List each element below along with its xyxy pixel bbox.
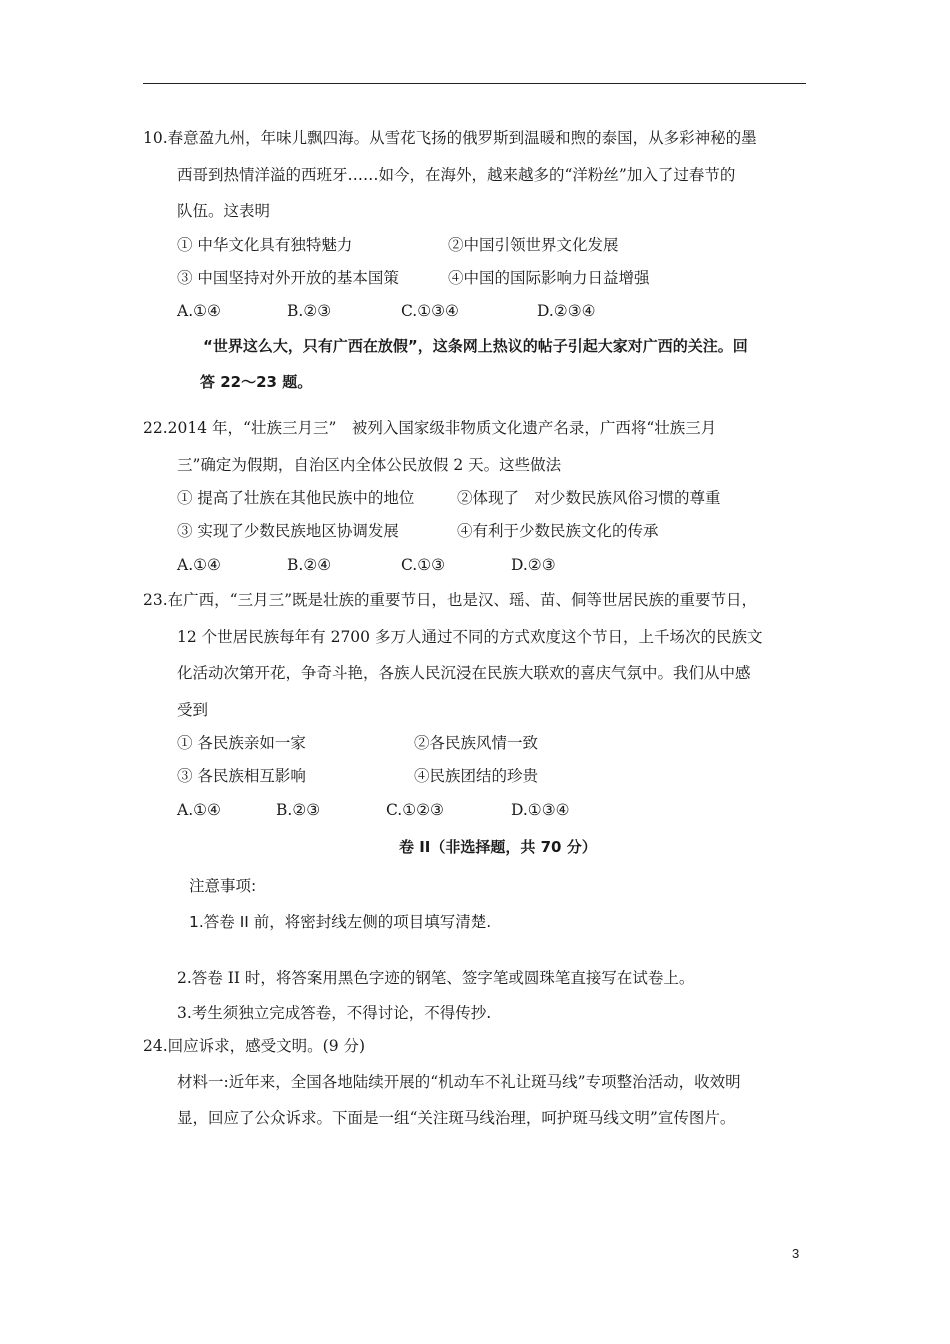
question-stem-line: 22.2014 年，“壮族三月三” 被列入国家级非物质文化遗产名录，广西将“壮族三月 (143, 419, 717, 437)
question-stem-line: 队伍。这表明 (177, 202, 271, 220)
note-item: 2.答卷 II 时，将答案用黑色字迹的钢笔、签字笔或圆珠笔直接写在试卷上。 (177, 969, 695, 987)
answer-choice: D.②③ (511, 556, 556, 574)
note-item: 1.答卷 II 前，将密封线左侧的项目填写清楚. (189, 913, 492, 931)
statement-item: ④民族团结的珍贵 (414, 767, 539, 785)
answer-choice: B.②③ (276, 801, 321, 819)
note-item: 3.考生须独立完成答卷，不得讨论，不得传抄. (177, 1004, 492, 1022)
statement-item: ②各民族风情一致 (414, 734, 539, 752)
section-title: 卷 II（非选择题，共 70 分） (399, 838, 597, 856)
page-number: 3 (792, 1246, 800, 1261)
intro-line: 答 22～23 题。 (200, 373, 313, 391)
answer-choice: D.②③④ (537, 302, 596, 320)
statement-item: ③ 各民族相互影响 (177, 767, 306, 785)
question-stem-line: 材料一:近年来，全国各地陆续开展的“机动车不礼让斑马线”专项整治活动，收效明 (177, 1073, 741, 1091)
question-stem-line: 化活动次第开花，争奇斗艳，各族人民沉浸在民族大联欢的喜庆气氛中。我们从中感 (177, 664, 751, 682)
question-stem-line: 12 个世居民族每年有 2700 多万人通过不同的方式欢度这个节日，上千场次的民族文 (177, 628, 763, 646)
question-stem-line: 24.回应诉求，感受文明。(9 分) (143, 1037, 366, 1055)
answer-choice: A.①④ (177, 556, 221, 574)
answer-choice: C.①②③ (386, 801, 444, 819)
answer-choice: B.②③ (287, 302, 332, 320)
answer-choice: C.①③④ (401, 302, 459, 320)
question-stem-line: 三”确定为假期，自治区内全体公民放假 2 天。这些做法 (177, 456, 562, 474)
question-stem-line: 23.在广西，“三月三”既是壮族的重要节日，也是汉、瑶、苗、侗等世居民族的重要节日， (143, 591, 758, 609)
statement-item: ① 中华文化具有独特魅力 (177, 236, 353, 254)
statement-item: ① 提高了壮族在其他民族中的地位 (177, 489, 415, 507)
answer-choice: A.①④ (177, 302, 221, 320)
answer-choice: C.①③ (401, 556, 446, 574)
statement-item: ②体现了 对少数民族风俗习惯的尊重 (457, 489, 721, 507)
statement-item: ③ 实现了少数民族地区协调发展 (177, 522, 399, 540)
statement-item: ④中国的国际影响力日益增强 (448, 269, 650, 287)
statement-item: ②中国引领世界文化发展 (448, 236, 619, 254)
statement-item: ③ 中国坚持对外开放的基本国策 (177, 269, 399, 287)
header-rule (143, 83, 806, 84)
statement-item: ① 各民族亲如一家 (177, 734, 306, 752)
intro-line: “世界这么大，只有广西在放假”，这条网上热议的帖子引起大家对广西的关注。回 (203, 337, 748, 355)
question-stem-line: 显，回应了公众诉求。下面是一组“关注斑马线治理，呵护斑马线文明”宣传图片。 (177, 1109, 736, 1127)
statement-item: ④有利于少数民族文化的传承 (457, 522, 659, 540)
question-stem-line: 受到 (177, 701, 209, 719)
question-stem-line: 10.春意盈九州，年味儿飘四海。从雪花飞扬的俄罗斯到温暖和煦的泰国，从多彩神秘的墨 (143, 129, 757, 147)
answer-choice: D.①③④ (511, 801, 570, 819)
question-stem-line: 西哥到热情洋溢的西班牙……如今，在海外，越来越多的“洋粉丝”加入了过春节的 (177, 166, 736, 184)
answer-choice: B.②④ (287, 556, 332, 574)
answer-choice: A.①④ (177, 801, 221, 819)
notes-title: 注意事项: (189, 877, 257, 895)
